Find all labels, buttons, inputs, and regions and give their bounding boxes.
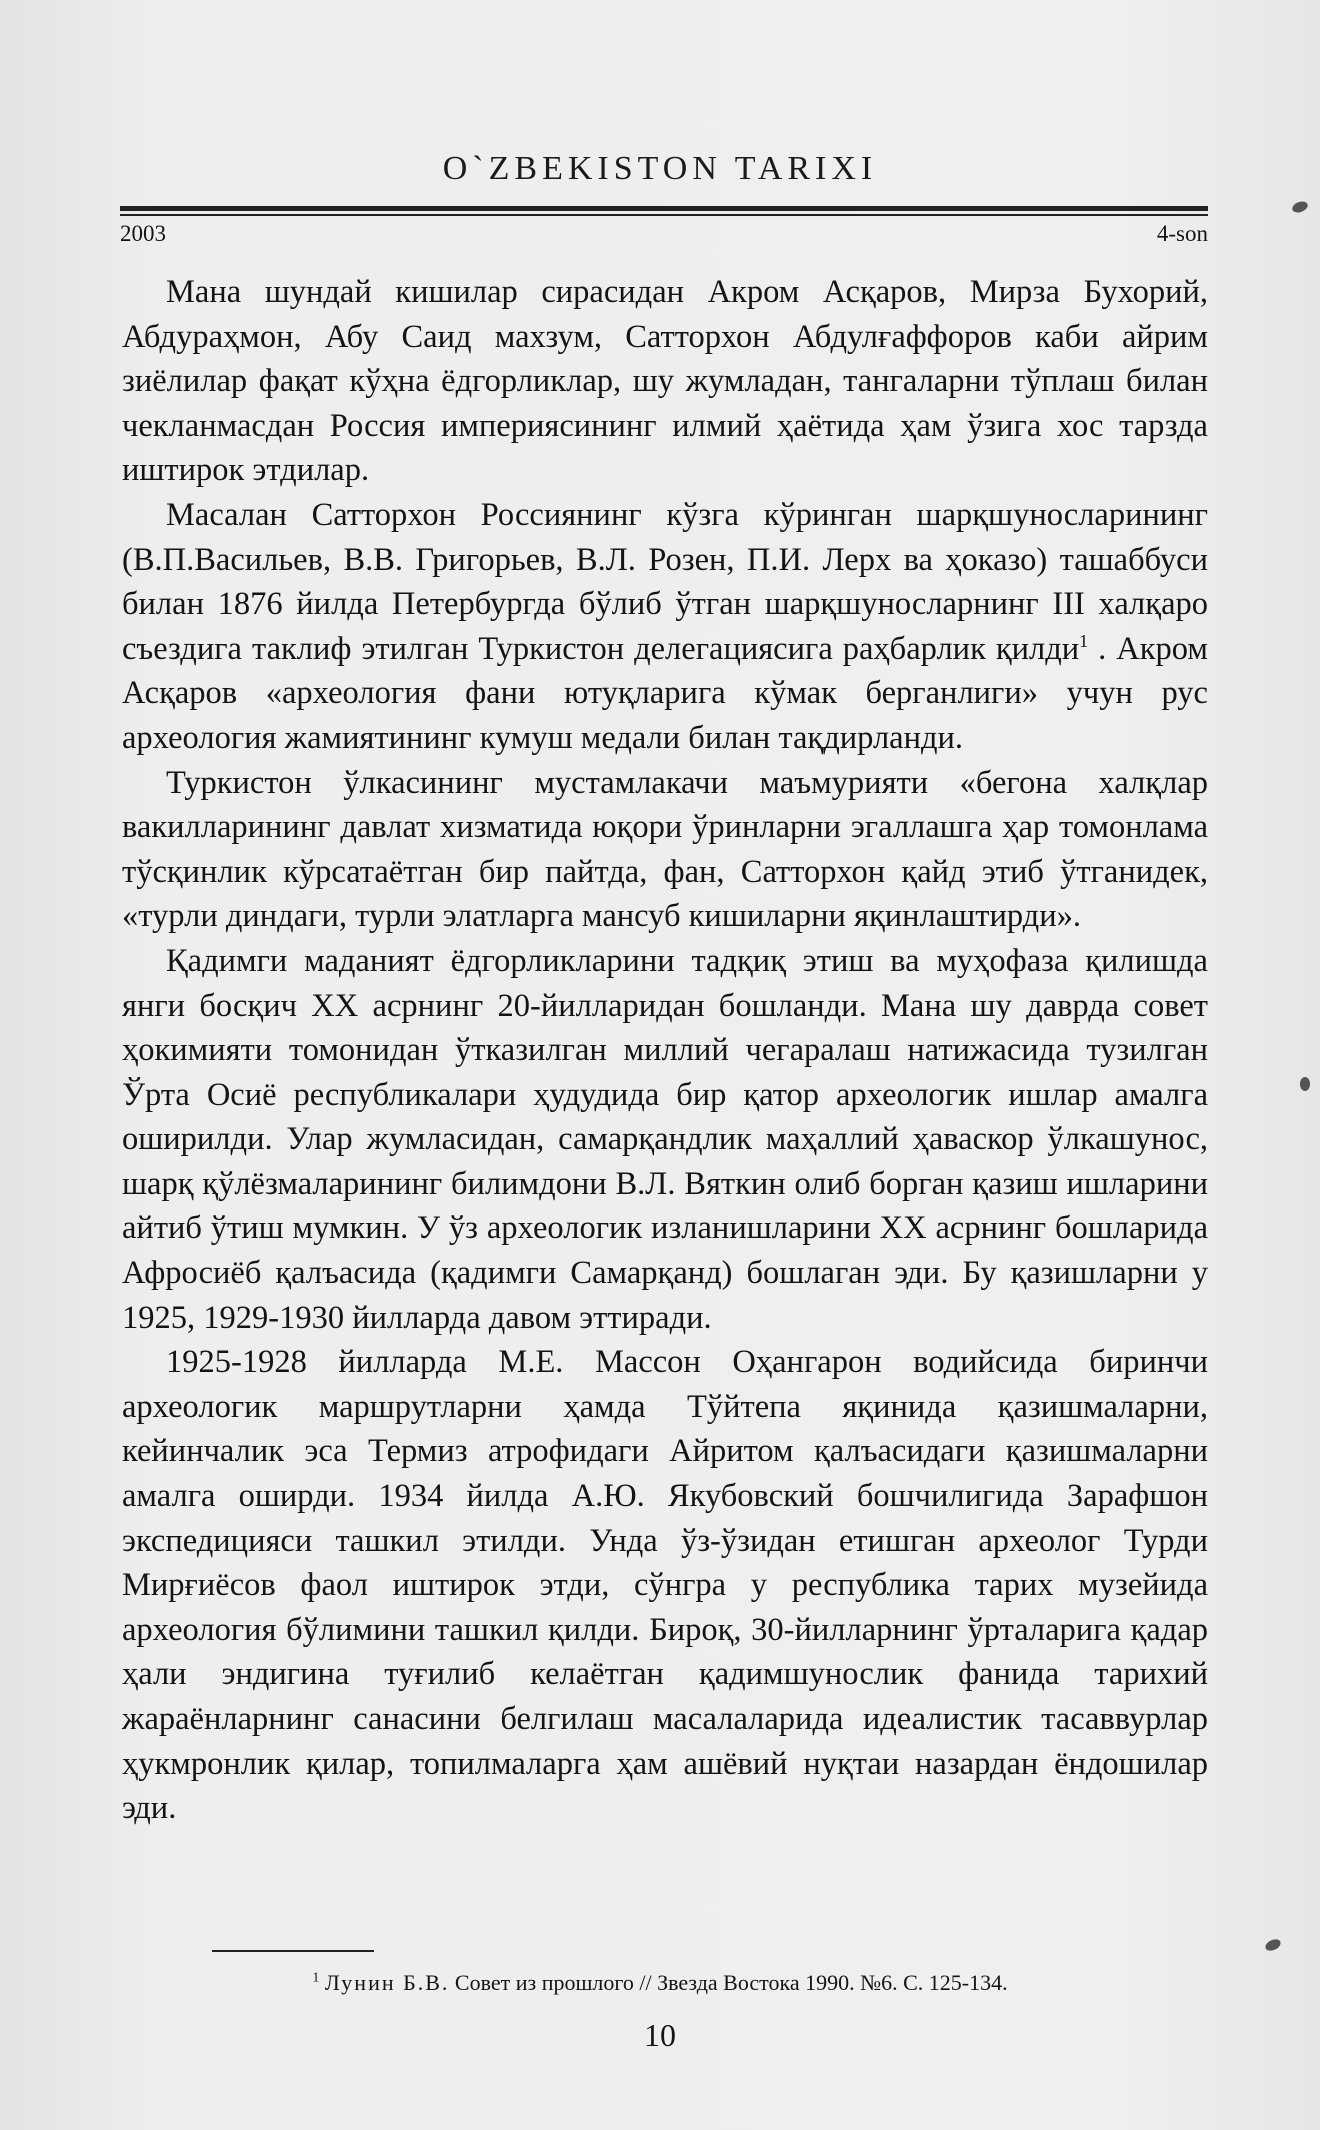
- paragraph-4: Қадимги маданият ёдгорликларини тадқиқ этиш ва муҳофаза қилишда янги босқич XX асрнинг 20-йилларидан бошланди. Мана шу даврда совет ҳокимияти томонидан ўтказилган миллий чегаралаш натижасида тузилган Ўрта Осиё республикалари ҳудудида бир қатор археологик ишлар амалга оширилди. Улар жумласидан, самарқандлик маҳаллий ҳаваскор ўлкашунос, шарқ қўлёзмаларининг билимдони В.Л. Вяткин олиб борган қазиш ишларини айтиб ўтиш мумкин. У ўз археологик изланишларини XX асрнинг бошларида Афросиёб қалъасида (қадимги Самарқанд) бошлаган эди. Бу қазишларни у 1925, 1929-1930 йилларда давом эттиради.: [122, 942, 1208, 1336]
- footnote-rule: [212, 1950, 374, 1952]
- article-body: [122, 270, 1208, 1831]
- paragraph-2-text-cont: . Акром Асқаров «археология фани ютуқларига кўмак берганлиги» учун рус археология жамиятининг кумуш медали билан тақдирланди.: [122, 630, 1208, 756]
- footnote-reference[interactable]: 1: [1079, 630, 1089, 651]
- header-year: 2003: [120, 221, 166, 246]
- punch-hole-mark: [1300, 1077, 1310, 1091]
- paragraph-2-text: Масалан Сатторхон Россиянинг кўзга кўринган шарқшуносларининг (В.П.Васильев, В.В. Григорьев, В.Л. Розен, П.И. Лерх ва ҳоказо) ташаббуси билан 1876 йилда Петербургда бўлиб ўтган шарқшуносларнинг III халқаро съездига таклиф этилган Туркистон делегациясига раҳбарлик қилди: [122, 496, 1208, 667]
- punch-hole-mark: [1291, 200, 1309, 215]
- paragraph-2: [122, 493, 1208, 761]
- footnote-mark: 1: [312, 1970, 320, 1986]
- paragraph-1: Мана шундай кишилар сирасидан Акром Асқаров, Мирза Бухорий, Абдураҳмон, Абу Саид махзум, Сатторхон Абдулғаффоров каби айрим зиёлилар фақат кўҳна ёдгорликлар, шу жумладан, тангаларни тўплаш билан чекланмасдан Россия империясининг илмий ҳаётида ҳам ўзига хос тарзда иштирок этдилар.: [122, 274, 1208, 489]
- header-rule-thin: [120, 214, 1208, 216]
- footnote: [0, 1970, 1320, 1996]
- journal-title: O`ZBEKISTON TARIXI: [442, 150, 878, 187]
- page-number: 10: [644, 2017, 676, 2053]
- header-rule-thick: [120, 206, 1208, 211]
- footnote-text: Совет из прошлого // Звезда Востока 1990. №6. С. 125-134.: [449, 1970, 1008, 1995]
- paragraph-5: 1925-1928 йилларда М.Е. Массон Оҳангарон водийсида биринчи археологик маршрутларни ҳамда Тўйтепа яқинида қазишмаларни, кейинчалик эса Термиз атрофидаги Айритом қалъасидаги қазишмаларни амалга оширди. 1934 йилда А.Ю. Якубовский бошчилигида Зарафшон экспедицияси ташкил этилди. Унда ўз-ўзидан етишган археолог Турди Мирғиёсов фаол иштирок этди, сўнгра у республика тарих музейида археология бўлимини ташкил қилди. Бироқ, 30-йилларнинг ўрталарига қадар ҳали эндигина туғилиб келаётган қадимшунослик фанида тарихий жараёнларнинг санасини белгилаш масалаларида идеалистик тасаввурлар ҳукмронлик қилар, топилмаларга ҳам ашёвий нуқтаи назардан ёндошилар эди.: [122, 1344, 1208, 1827]
- paragraph-3: Туркистон ўлкасининг мустамлакачи маъмурияти «бегона халқлар вакилларининг давлат хизматида юқори ўринларни эгаллашга ҳар томонлама тўсқинлик кўрсатаётган бир пайтда, фан, Сатторхон қайд этиб ўтганидек, «турли диндаги, турли элатларга мансуб кишиларни яқинлаштирди».: [122, 764, 1208, 935]
- header-issue: 4-son: [1156, 221, 1208, 246]
- footnote-author: Лунин Б.В.: [324, 1970, 450, 1995]
- punch-hole-mark: [1264, 1937, 1283, 1953]
